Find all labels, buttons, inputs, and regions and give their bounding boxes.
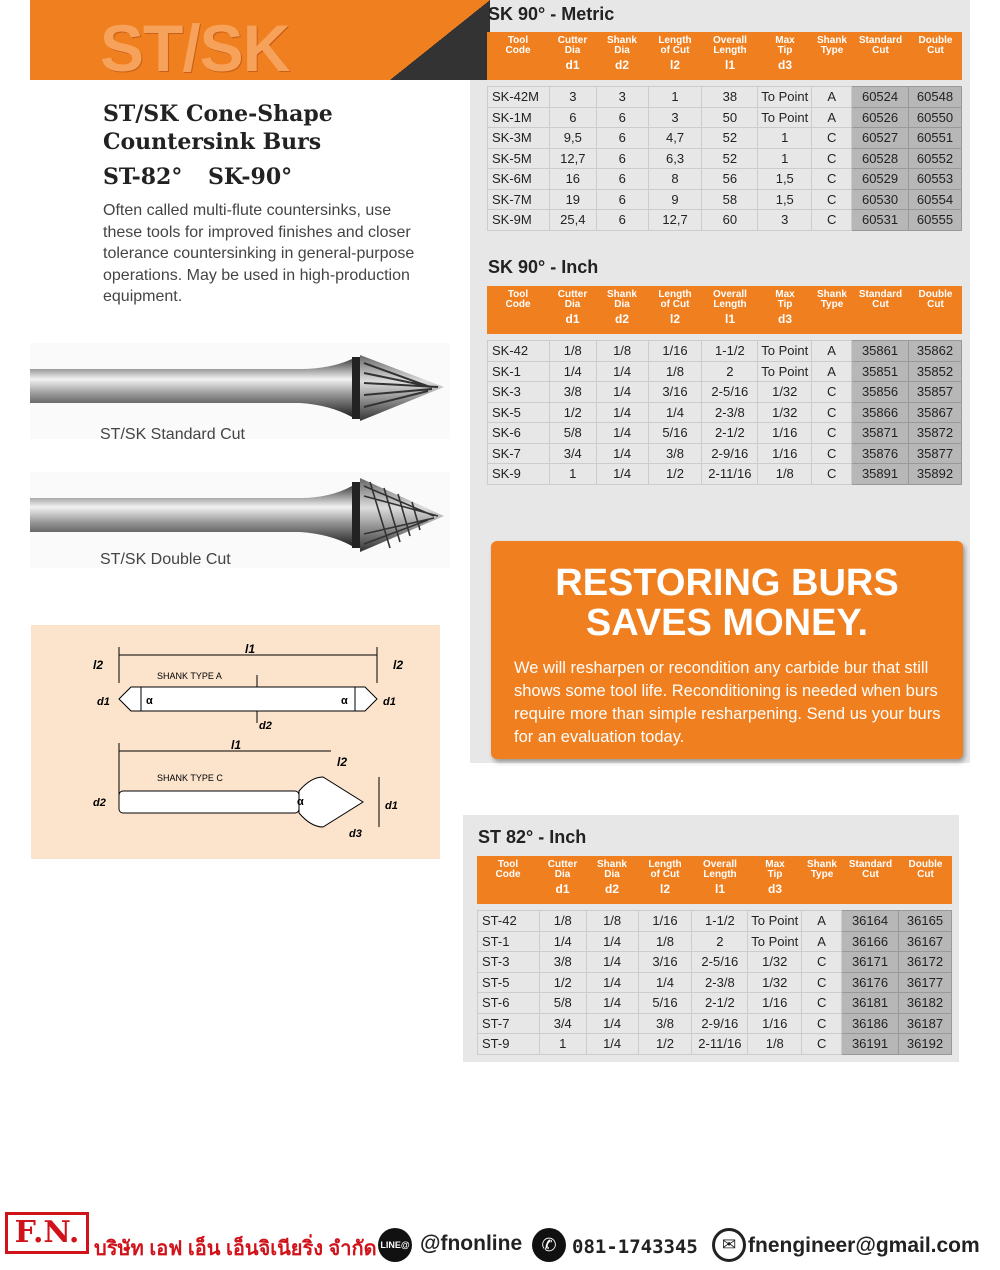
table-cell: C [812, 189, 852, 210]
double-cut-caption: ST/SK Double Cut [100, 551, 231, 568]
phone-icon: ✆ [532, 1228, 566, 1262]
l1-label-a: l1 [245, 642, 256, 656]
table-cell: 3/8 [638, 1013, 692, 1034]
table-row [488, 443, 962, 464]
l2-label-left: l2 [93, 658, 104, 672]
table-cell: 1 [549, 464, 596, 485]
table-cell: 3 [549, 87, 596, 108]
table-cell: 6 [596, 169, 648, 190]
table-cell: 1/8 [539, 911, 586, 932]
d1-label-left: d1 [97, 696, 110, 708]
alpha-label-right: α [341, 695, 348, 707]
table-cell: 1 [648, 87, 702, 108]
header-corner [390, 0, 490, 80]
table-cell: 19 [549, 189, 596, 210]
standard-cut-caption: ST/SK Standard Cut [100, 426, 245, 443]
table-row [478, 972, 952, 993]
phone-number[interactable]: 081-1743345 [572, 1236, 698, 1258]
table-cell: 2 [692, 931, 748, 952]
table-cell: 35891 [852, 464, 909, 485]
table-cell: 1/32 [748, 972, 802, 993]
table-cell: ST-1 [478, 931, 540, 952]
table-cell: SK-6 [488, 423, 550, 444]
table-cell: 25,4 [549, 210, 596, 231]
table-cell: 35861 [852, 341, 909, 362]
table-cell: 6 [596, 189, 648, 210]
column-header: Tool Code [495, 859, 521, 880]
table-cell: C [812, 464, 852, 485]
l2-label-right: l2 [393, 658, 404, 672]
table-cell: C [802, 1034, 842, 1055]
table-cell: 12,7 [648, 210, 702, 231]
table-cell: C [802, 952, 842, 973]
column-header: Max Tip d3 [765, 859, 785, 896]
table-cell: A [802, 911, 842, 932]
table-cell: A [802, 931, 842, 952]
table-cell: 3/8 [648, 443, 702, 464]
shank-type-c-label: SHANK TYPE C [157, 773, 223, 783]
column-header: Double Cut [908, 859, 943, 880]
table-cell: 60529 [852, 169, 909, 190]
column-header: Overall Length l1 [713, 35, 747, 72]
table-cell: 1/8 [549, 341, 596, 362]
table-cell: 6 [596, 107, 648, 128]
table-cell: A [812, 341, 852, 362]
table-cell: 60528 [852, 148, 909, 169]
table-cell: 60526 [852, 107, 909, 128]
table-cell: 2-5/16 [692, 952, 748, 973]
table-cell: 35856 [852, 382, 909, 403]
table-cell: 60530 [852, 189, 909, 210]
table-cell: 1 [758, 148, 812, 169]
table-cell: 2-3/8 [692, 972, 748, 993]
table-cell: 56 [702, 169, 758, 190]
table-cell: 36177 [898, 972, 951, 993]
table-cell: 1,5 [758, 189, 812, 210]
table-cell: 1/8 [758, 464, 812, 485]
table-row [478, 911, 952, 932]
table-cell: 1/16 [758, 443, 812, 464]
d1-label-right: d1 [383, 696, 396, 708]
column-header: Standard Cut [858, 289, 903, 310]
table-cell: 1/32 [758, 402, 812, 423]
table-cell: 35871 [852, 423, 909, 444]
table-cell: SK-9M [488, 210, 550, 231]
table-cell: 1/8 [748, 1034, 802, 1055]
table-cell: SK-6M [488, 169, 550, 190]
table-cell: 35867 [908, 402, 961, 423]
column-header: Overall Length l1 [703, 859, 737, 896]
table-cell: 1/2 [638, 1034, 692, 1055]
table-cell: 36182 [898, 993, 951, 1014]
table-cell: 52 [702, 128, 758, 149]
column-header: Max Tip d3 [775, 289, 795, 326]
table-cell: 2-3/8 [702, 402, 758, 423]
table-cell: 35862 [908, 341, 961, 362]
table-cell: 3 [596, 87, 648, 108]
st-inch-title: ST 82° - Inch [478, 827, 587, 847]
company-name: บริษัท เอฟ เอ็น เอ็นจิเนียริ่ง จำกัด [94, 1238, 377, 1260]
table-cell: ST-7 [478, 1013, 540, 1034]
table-cell: 35872 [908, 423, 961, 444]
product-subtitle: ST-82° SK-90° [103, 164, 293, 190]
table-cell: 5/16 [648, 423, 702, 444]
table-cell: 1/4 [596, 464, 648, 485]
promo-box [491, 541, 963, 759]
table-cell: 1 [539, 1034, 586, 1055]
column-header: Length of Cut l2 [648, 859, 682, 896]
table-cell: SK-9 [488, 464, 550, 485]
st-inch-header [477, 856, 952, 904]
table-cell: 35877 [908, 443, 961, 464]
column-header: Standard Cut [858, 35, 903, 56]
column-header: Shank Dia d2 [606, 289, 637, 326]
table-row [488, 107, 962, 128]
table-cell: 1/16 [748, 993, 802, 1014]
table-cell: A [812, 87, 852, 108]
table-cell: 35851 [852, 361, 909, 382]
table-cell: 1/16 [758, 423, 812, 444]
table-cell: C [812, 402, 852, 423]
table-cell: 3/4 [549, 443, 596, 464]
table-cell: 35857 [908, 382, 961, 403]
table-cell: 1/4 [586, 993, 638, 1014]
table-cell: 1/4 [549, 361, 596, 382]
table-cell: 4,7 [648, 128, 702, 149]
table-cell: 2-1/2 [702, 423, 758, 444]
table-cell: 35892 [908, 464, 961, 485]
table-cell: 1/4 [596, 423, 648, 444]
dimension-diagram-drawing [31, 625, 440, 859]
table-cell: 50 [702, 107, 758, 128]
table-row [488, 169, 962, 190]
table-cell: 35852 [908, 361, 961, 382]
email-icon: ✉ [712, 1228, 746, 1262]
table-cell: 1/8 [596, 341, 648, 362]
column-header: Max Tip d3 [775, 35, 795, 72]
table-cell: 1/16 [748, 1013, 802, 1034]
product-title-line1: ST/SK Cone-Shape [103, 101, 333, 127]
l2-label-c: l2 [337, 755, 348, 769]
table-row [488, 382, 962, 403]
table-cell: 36166 [842, 931, 899, 952]
column-header: Length of Cut l2 [658, 35, 692, 72]
table-cell: 60555 [909, 210, 962, 231]
column-header: Shank Type [816, 289, 847, 310]
table-cell: 1/2 [549, 402, 596, 423]
table-row [488, 128, 962, 149]
table-cell: 2-9/16 [692, 1013, 748, 1034]
column-header: Shank Type [816, 35, 847, 56]
table-cell: 60527 [852, 128, 909, 149]
column-header: Shank Dia d2 [596, 859, 627, 896]
dimension-diagram [31, 625, 440, 859]
product-description: Often called multi-flute countersinks, use these tools for improved finishes and closer tolerance countersinking in general-purpose operations. May be used in high-production equipment. [103, 202, 415, 305]
table-row [488, 361, 962, 382]
table-cell: 1/4 [586, 1034, 638, 1055]
table-cell: 1/8 [648, 361, 702, 382]
sk-metric-title: SK 90° - Metric [488, 4, 615, 24]
table-cell: 1/32 [758, 382, 812, 403]
table-cell: C [802, 1013, 842, 1034]
product-title-line2: Countersink Burs [103, 129, 322, 155]
table-cell: 1/4 [586, 931, 638, 952]
table-cell: 36186 [842, 1013, 899, 1034]
table-cell: To Point [758, 361, 812, 382]
table-cell: 5/16 [638, 993, 692, 1014]
table-cell: 1,5 [758, 169, 812, 190]
table-cell: SK-1 [488, 361, 550, 382]
table-cell: 9,5 [549, 128, 596, 149]
d2-label-a: d2 [259, 720, 272, 732]
email-address[interactable]: fnengineer@gmail.com [748, 1234, 980, 1257]
alpha-label-left: α [146, 695, 153, 707]
table-cell: SK-1M [488, 107, 550, 128]
table-cell: 35866 [852, 402, 909, 423]
alpha-label-c: α [297, 796, 304, 808]
table-cell: 3/8 [549, 382, 596, 403]
line-icon: LINE@ [378, 1228, 412, 1262]
standard-cut-bur-illustration [30, 343, 450, 439]
table-cell: To Point [748, 931, 802, 952]
table-cell: SK-3 [488, 382, 550, 403]
table-cell: 1/4 [586, 972, 638, 993]
table-cell: 1/16 [638, 911, 692, 932]
table-cell: 5/8 [539, 993, 586, 1014]
fn-logo: F.N. [5, 1212, 89, 1254]
table-cell: C [812, 169, 852, 190]
table-cell: C [812, 210, 852, 231]
table-cell: SK-3M [488, 128, 550, 149]
column-header: Double Cut [918, 289, 953, 310]
table-cell: 60 [702, 210, 758, 231]
table-cell: A [812, 361, 852, 382]
double-cut-bur-illustration [30, 472, 450, 568]
table-cell: C [812, 148, 852, 169]
table-cell: 1/8 [638, 931, 692, 952]
table-cell: 60531 [852, 210, 909, 231]
column-header: Tool Code [505, 289, 531, 310]
table-cell: 3/8 [539, 952, 586, 973]
table-cell: ST-9 [478, 1034, 540, 1055]
table-cell: 1/4 [596, 382, 648, 403]
table-cell: C [812, 443, 852, 464]
table-cell: 60553 [909, 169, 962, 190]
column-header: Double Cut [918, 35, 953, 56]
table-cell: 1-1/2 [692, 911, 748, 932]
table-cell: SK-42M [488, 87, 550, 108]
table-row [488, 464, 962, 485]
table-cell: A [812, 107, 852, 128]
table-cell: 9 [648, 189, 702, 210]
table-cell: To Point [758, 341, 812, 362]
table-row [478, 952, 952, 973]
table-cell: 1/4 [638, 972, 692, 993]
promo-headline-line2: SAVES MONEY. [585, 602, 869, 644]
column-header: Shank Type [806, 859, 837, 880]
table-cell: 60524 [852, 87, 909, 108]
table-cell: 36187 [898, 1013, 951, 1034]
table-row [488, 423, 962, 444]
table-cell: 8 [648, 169, 702, 190]
line-id[interactable]: @fnonline [420, 1232, 523, 1255]
table-cell: SK-5 [488, 402, 550, 423]
table-cell: To Point [758, 87, 812, 108]
table-cell: 1/8 [586, 911, 638, 932]
table-row [488, 341, 962, 362]
table-cell: ST-6 [478, 993, 540, 1014]
table-row [478, 931, 952, 952]
table-cell: 3 [758, 210, 812, 231]
d1-label-c: d1 [385, 800, 398, 812]
table-cell: 3/16 [638, 952, 692, 973]
table-cell: 1-1/2 [702, 341, 758, 362]
table-row [488, 189, 962, 210]
d3-label-c: d3 [349, 828, 362, 840]
table-cell: 2 [702, 361, 758, 382]
l1-label-c: l1 [231, 738, 242, 752]
table-cell: ST-42 [478, 911, 540, 932]
sk-inch-title: SK 90° - Inch [488, 257, 599, 277]
d2-label-c: d2 [93, 797, 106, 809]
table-cell: 36167 [898, 931, 951, 952]
table-cell: C [812, 423, 852, 444]
table-cell: 1/4 [539, 931, 586, 952]
table-cell: 36192 [898, 1034, 951, 1055]
sk-metric-header [487, 32, 962, 80]
table-cell: 2-5/16 [702, 382, 758, 403]
double-cut-bur-image [30, 472, 450, 568]
column-header: Cutter Dia d1 [557, 289, 588, 326]
table-cell: 60552 [909, 148, 962, 169]
sk-inch-table [487, 340, 962, 485]
table-cell: 58 [702, 189, 758, 210]
promo-headline [491, 563, 963, 643]
table-cell: SK-5M [488, 148, 550, 169]
table-cell: 3/4 [539, 1013, 586, 1034]
table-cell: 1/4 [596, 402, 648, 423]
column-header: Length of Cut l2 [658, 289, 692, 326]
table-cell: 12,7 [549, 148, 596, 169]
table-cell: 2-1/2 [692, 993, 748, 1014]
table-cell: C [812, 128, 852, 149]
table-cell: 1/2 [648, 464, 702, 485]
table-cell: 60548 [909, 87, 962, 108]
table-cell: 1/16 [648, 341, 702, 362]
sk-inch-header [487, 286, 962, 334]
column-header: Cutter Dia d1 [557, 35, 588, 72]
table-cell: C [802, 993, 842, 1014]
table-row [488, 210, 962, 231]
table-cell: 2-11/16 [692, 1034, 748, 1055]
table-cell: 35876 [852, 443, 909, 464]
table-cell: 3/16 [648, 382, 702, 403]
st-inch-table [477, 910, 952, 1055]
table-cell: 36172 [898, 952, 951, 973]
sk-metric-table [487, 86, 962, 231]
table-cell: 36176 [842, 972, 899, 993]
table-cell: 2-9/16 [702, 443, 758, 464]
table-cell: 1/4 [586, 1013, 638, 1034]
column-header: Shank Dia d2 [606, 35, 637, 72]
table-cell: 6 [596, 210, 648, 231]
table-cell: C [802, 972, 842, 993]
table-cell: 60551 [909, 128, 962, 149]
table-row [478, 1034, 952, 1055]
table-cell: 6,3 [648, 148, 702, 169]
table-cell: 36181 [842, 993, 899, 1014]
table-row [488, 148, 962, 169]
product-title [103, 100, 333, 156]
table-cell: 38 [702, 87, 758, 108]
brand-title: ST/SK [100, 11, 290, 85]
table-cell: 36171 [842, 952, 899, 973]
table-row [478, 993, 952, 1014]
table-cell: 36191 [842, 1034, 899, 1055]
column-header: Standard Cut [848, 859, 893, 880]
column-header: Cutter Dia d1 [547, 859, 578, 896]
table-cell: To Point [748, 911, 802, 932]
table-cell: 3 [648, 107, 702, 128]
table-row [478, 1013, 952, 1034]
standard-cut-bur-image [30, 343, 450, 439]
column-header: Tool Code [505, 35, 531, 56]
table-cell: SK-7 [488, 443, 550, 464]
table-cell: ST-5 [478, 972, 540, 993]
table-cell: 1 [758, 128, 812, 149]
table-cell: 60550 [909, 107, 962, 128]
table-cell: 2-11/16 [702, 464, 758, 485]
table-cell: SK-42 [488, 341, 550, 362]
table-cell: 6 [549, 107, 596, 128]
column-header: Overall Length l1 [713, 289, 747, 326]
table-cell: 36164 [842, 911, 899, 932]
shank-type-a-label: SHANK TYPE A [157, 671, 222, 681]
table-cell: 1/32 [748, 952, 802, 973]
promo-body: We will resharpen or recondition any carbide bur that still shows some tool life. Reconditioning is needed when burs require more than simple resharpening. Send us your burs for an evaluation today. [514, 659, 941, 746]
table-cell: 6 [596, 148, 648, 169]
table-cell: SK-7M [488, 189, 550, 210]
table-cell: To Point [758, 107, 812, 128]
table-cell: 60554 [909, 189, 962, 210]
table-cell: 1/4 [648, 402, 702, 423]
table-row [488, 402, 962, 423]
table-cell: ST-3 [478, 952, 540, 973]
table-cell: 52 [702, 148, 758, 169]
table-cell: 1/4 [596, 361, 648, 382]
table-cell: 1/2 [539, 972, 586, 993]
table-cell: 5/8 [549, 423, 596, 444]
table-cell: 6 [596, 128, 648, 149]
table-cell: C [812, 382, 852, 403]
table-row [488, 87, 962, 108]
table-cell: 36165 [898, 911, 951, 932]
table-cell: 1/4 [586, 952, 638, 973]
table-cell: 16 [549, 169, 596, 190]
promo-headline-line1: RESTORING BURS [555, 562, 899, 604]
table-cell: 1/4 [596, 443, 648, 464]
